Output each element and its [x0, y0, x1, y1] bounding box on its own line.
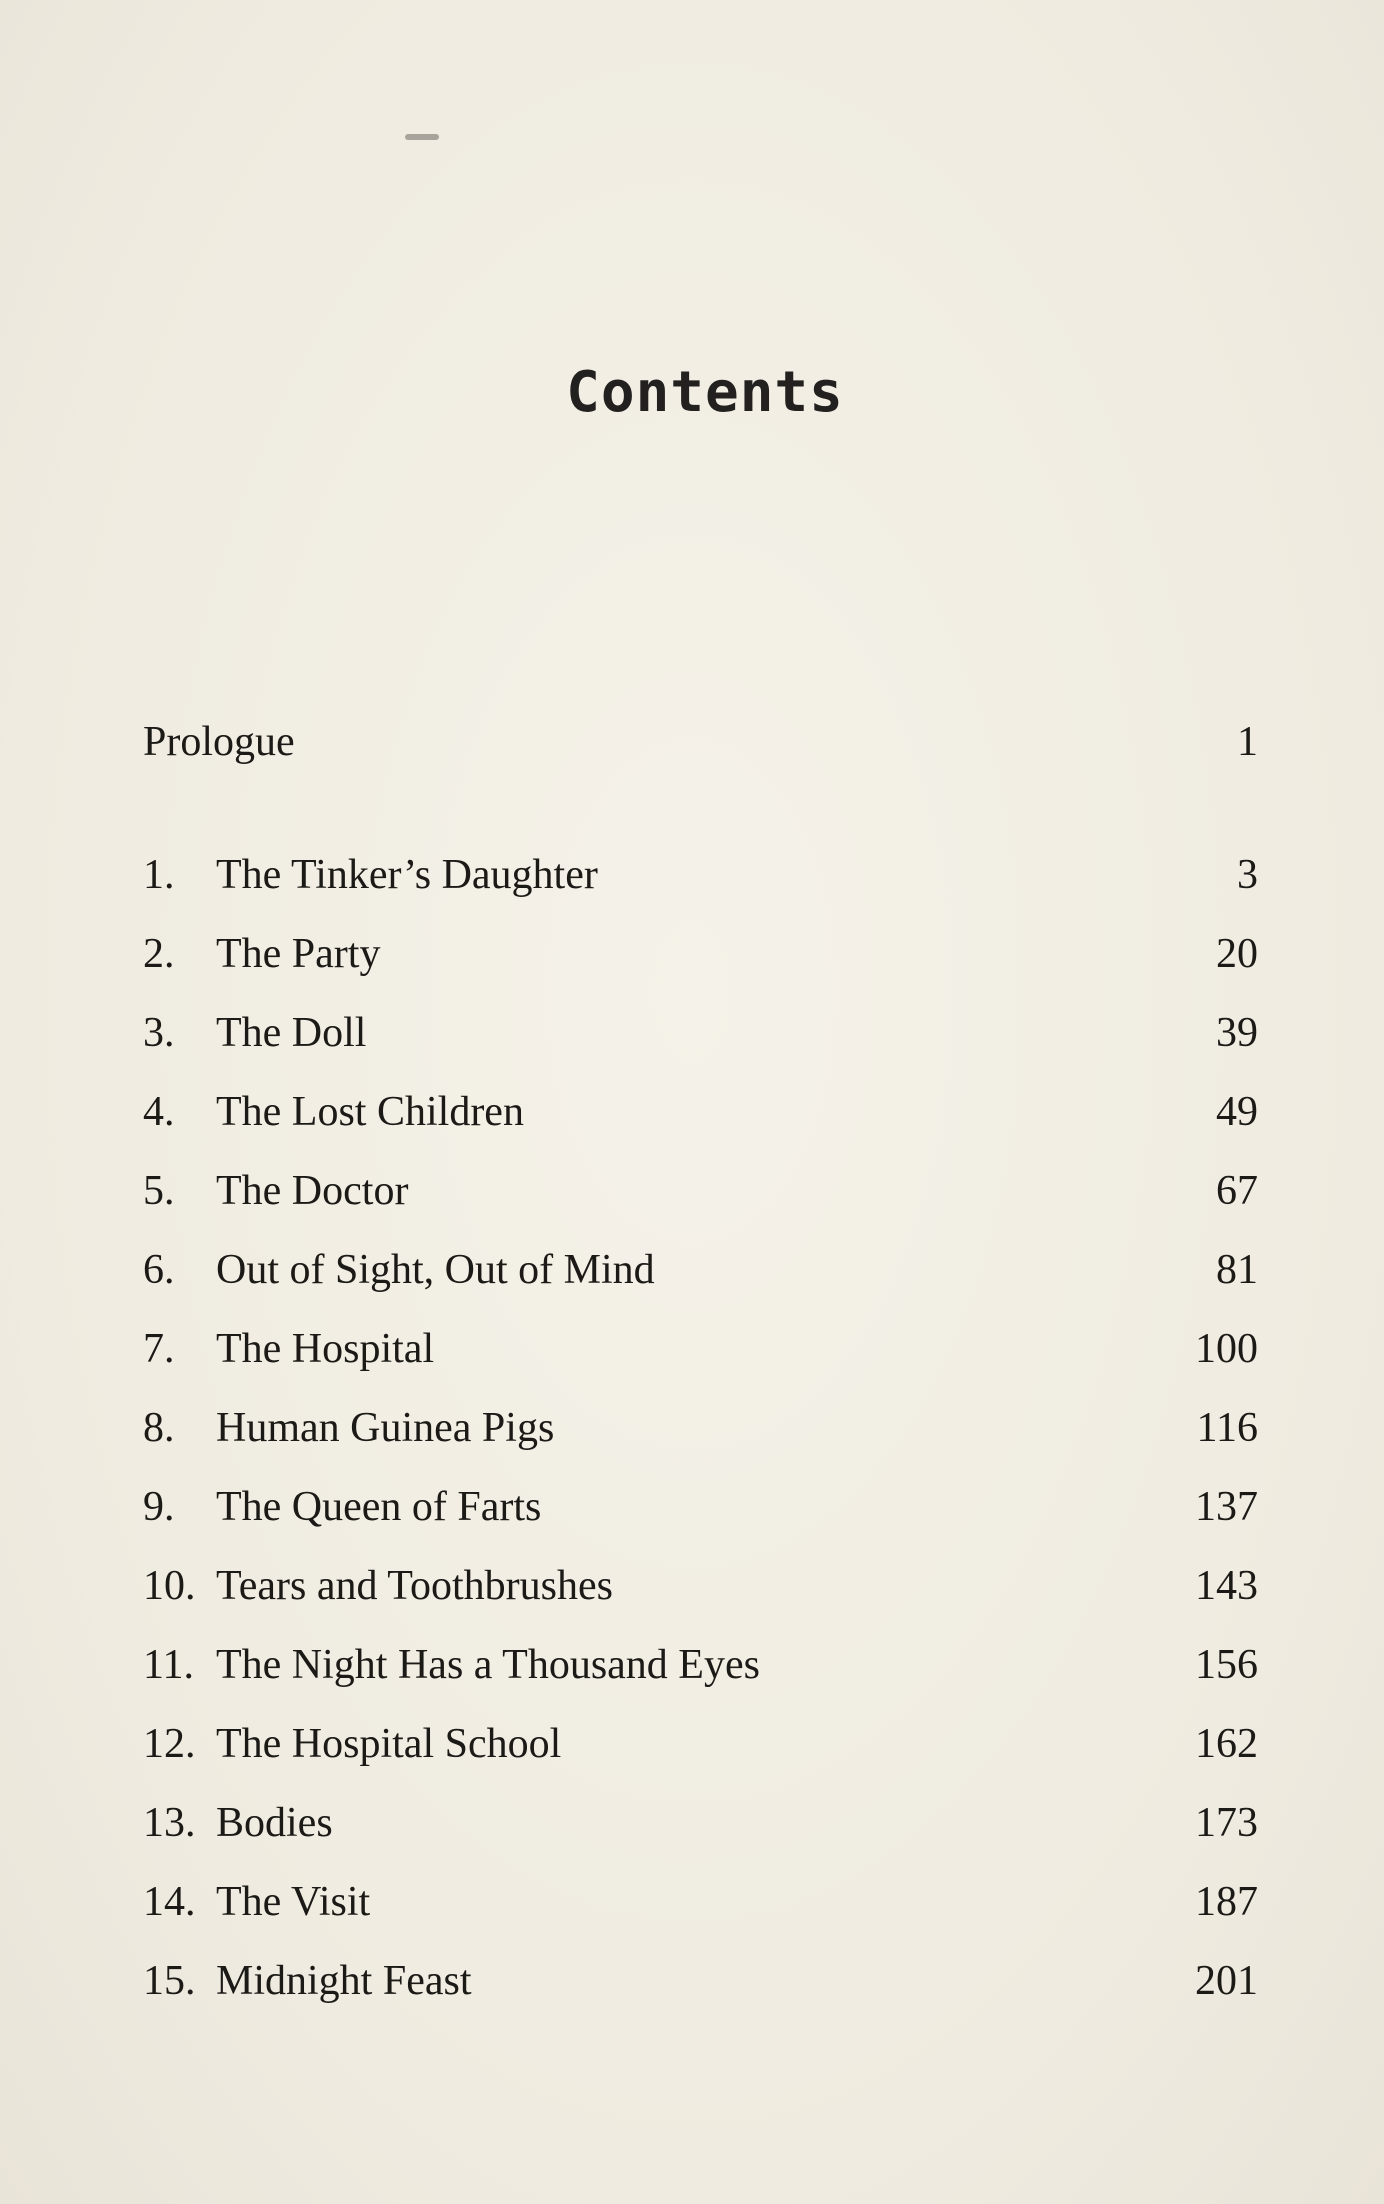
toc-entry	[143, 1082, 1258, 1161]
toc-entry-title: The Doll	[216, 1010, 367, 1056]
toc-page-number: 100	[1195, 1326, 1258, 1372]
toc-entry-title: Bodies	[216, 1800, 333, 1846]
toc-chapter-number: 15.	[143, 1958, 196, 2004]
toc-page-number: 162	[1195, 1721, 1258, 1767]
toc-page-number: 143	[1195, 1563, 1258, 1609]
toc-entry	[143, 1240, 1258, 1319]
toc-entry-title: Midnight Feast	[216, 1958, 472, 2004]
toc-chapter-number: 11.	[143, 1642, 194, 1688]
toc-entry-title: Out of Sight, Out of Mind	[216, 1247, 655, 1293]
toc-entry-title: The Party	[216, 931, 381, 977]
toc-entry-title: The Hospital School	[216, 1721, 562, 1767]
toc-entry-title: The Queen of Farts	[216, 1484, 542, 1530]
toc-chapter-number: 12.	[143, 1721, 196, 1767]
toc-entry	[143, 1793, 1258, 1872]
toc-entry	[143, 1556, 1258, 1635]
toc-page-number: 156	[1195, 1642, 1258, 1688]
toc-page-number: 3	[1237, 852, 1258, 898]
toc-chapter-number: 6.	[143, 1247, 175, 1293]
toc-page-number: 137	[1195, 1484, 1258, 1530]
toc-page-number: 81	[1216, 1247, 1258, 1293]
toc-entry-title: The Night Has a Thousand Eyes	[216, 1642, 760, 1688]
toc-chapter-number: 9.	[143, 1484, 175, 1530]
toc-entry-title: The Doctor	[216, 1168, 409, 1214]
toc-page-number: 187	[1195, 1879, 1258, 1925]
toc-entry-title: Prologue	[143, 719, 295, 765]
toc-chapter-number: 5.	[143, 1168, 175, 1214]
toc-chapter-number: 14.	[143, 1879, 196, 1925]
toc-entry-title: The Visit	[216, 1879, 371, 1925]
toc-entry	[143, 924, 1258, 1003]
table-of-contents	[143, 845, 1258, 2030]
toc-chapter-number: 10.	[143, 1563, 196, 1609]
toc-page-number: 67	[1216, 1168, 1258, 1214]
toc-entry-prologue	[143, 712, 1258, 772]
toc-entry-title: The Tinker’s Daughter	[216, 852, 598, 898]
toc-page-number: 116	[1196, 1405, 1258, 1451]
toc-page-number: 201	[1195, 1958, 1258, 2004]
toc-entry	[143, 1872, 1258, 1951]
toc-entry-title: Tears and Toothbrushes	[216, 1563, 613, 1609]
toc-entry	[143, 845, 1258, 924]
toc-entry	[143, 1477, 1258, 1556]
toc-chapter-number: 1.	[143, 852, 175, 898]
toc-entry-title: The Hospital	[216, 1326, 435, 1372]
toc-page-number: 173	[1195, 1800, 1258, 1846]
toc-entry	[143, 1635, 1258, 1714]
toc-chapter-number: 4.	[143, 1089, 175, 1135]
toc-page-number: 1	[1237, 719, 1258, 765]
toc-chapter-number: 8.	[143, 1405, 175, 1451]
ink-speck	[405, 134, 439, 140]
toc-chapter-number: 2.	[143, 931, 175, 977]
toc-page-number: 20	[1216, 931, 1258, 977]
toc-page-number: 39	[1216, 1010, 1258, 1056]
toc-entry	[143, 1951, 1258, 2030]
toc-entry-title: The Lost Children	[216, 1089, 524, 1135]
toc-entry	[143, 1714, 1258, 1793]
toc-chapter-number: 7.	[143, 1326, 175, 1372]
toc-chapter-number: 13.	[143, 1800, 196, 1846]
contents-title: Contents	[566, 360, 844, 425]
toc-entry-title: Human Guinea Pigs	[216, 1405, 555, 1451]
toc-entry	[143, 1161, 1258, 1240]
toc-entry	[143, 1319, 1258, 1398]
toc-chapter-number: 3.	[143, 1010, 175, 1056]
toc-entry	[143, 1398, 1258, 1477]
toc-page-number: 49	[1216, 1089, 1258, 1135]
toc-entry	[143, 1003, 1258, 1082]
